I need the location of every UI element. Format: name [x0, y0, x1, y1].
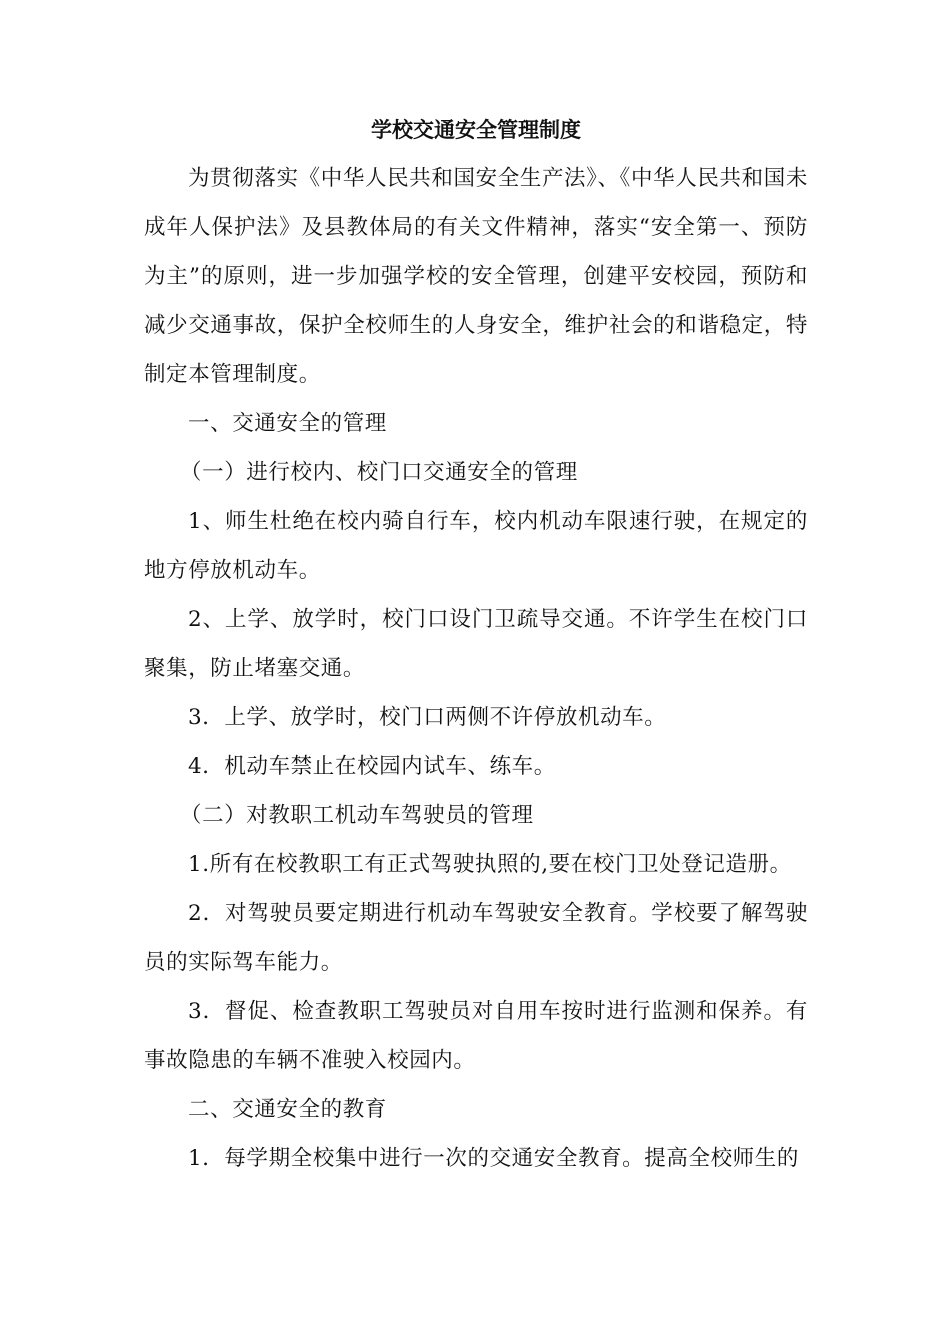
list-item: 1、师生杜绝在校内骑自行车，校内机动车限速行驶，在规定的地方停放机动车。 [144, 509, 808, 583]
list-item: 2、上学、放学时，校门口设门卫疏导交通。不许学生在校门口聚集，防止堵塞交通。 [144, 607, 808, 681]
list-item: 4．机动车禁止在校园内试车、练车。 [188, 754, 556, 779]
subsection-heading-1: （一）进行校内、校门口交通安全的管理 [180, 460, 578, 485]
subsection-heading-2: （二）对教职工机动车驾驶员的管理 [180, 803, 534, 828]
list-item: 1.所有在校教职工有正式驾驶执照的,要在校门卫处登记造册。 [188, 852, 792, 877]
list-item: 3．上学、放学时，校门口两侧不许停放机动车。 [188, 705, 667, 730]
intro-paragraph: 为贯彻落实《中华人民共和国安全生产法》、《中华人民共和国未成年人保护法》及县教体局的有关文件精神，落实“安全第一、预防为主”的原则，进一步加强学校的安全管理，创建平安校园，预防和减少交通事故，保护全校师生的人身安全，维护社会的和谐稳定，特制定本管理制度。 [144, 166, 808, 387]
section-heading-2: 二、交通安全的教育 [188, 1097, 387, 1122]
document-title: 学校交通安全管理制度 [371, 117, 581, 142]
list-item: 2．对驾驶员要定期进行机动车驾驶安全教育。学校要了解驾驶员的实际驾车能力。 [144, 901, 808, 975]
list-item: 1．每学期全校集中进行一次的交通安全教育。提高全校师生的 [188, 1146, 799, 1171]
document-page [144, 104, 808, 1183]
section-heading-1: 一、交通安全的管理 [188, 411, 387, 436]
list-item: 3．督促、检查教职工驾驶员对自用车按时进行监测和保养。有事故隐患的车辆不准驶入校园内。 [144, 999, 808, 1073]
